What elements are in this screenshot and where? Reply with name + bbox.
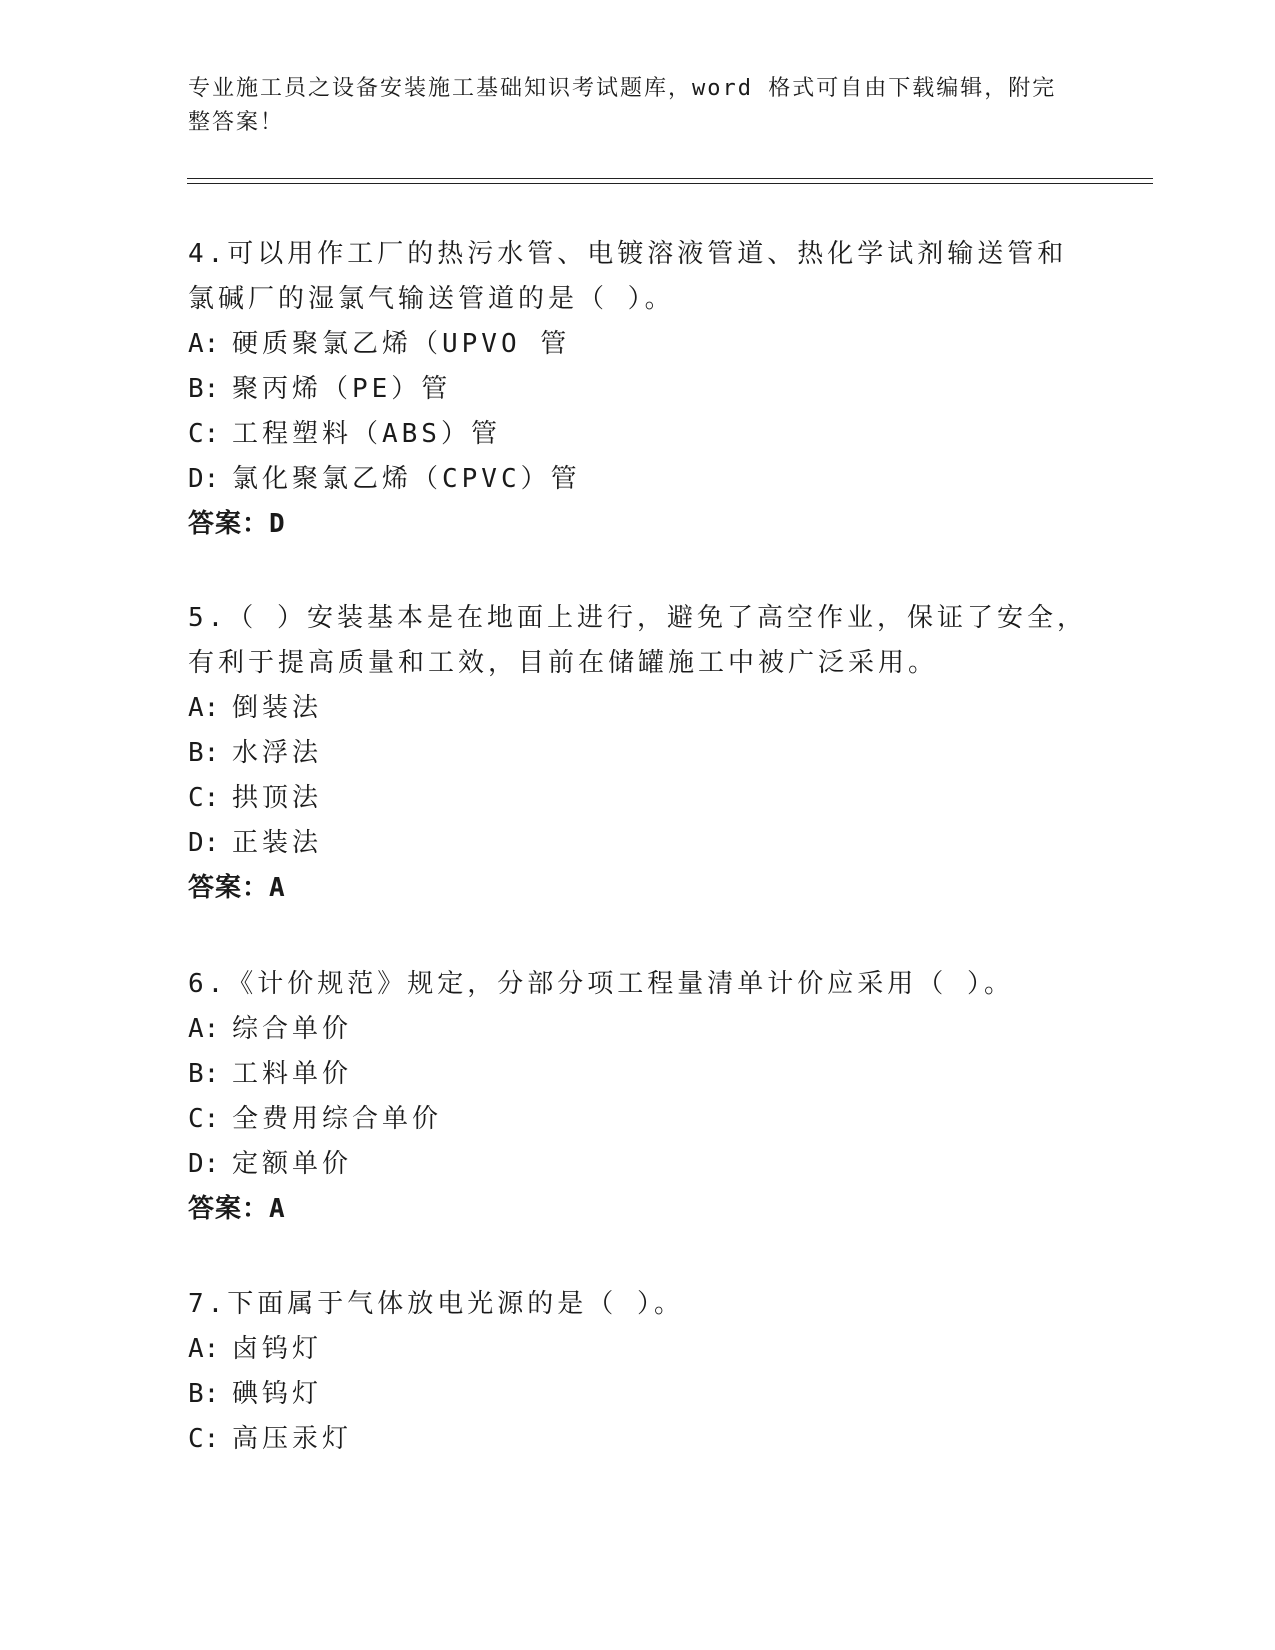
option-d: D: 正装法	[188, 828, 323, 858]
answer: 答案：A	[188, 873, 286, 903]
option-d: D: 氯化聚氯乙烯（CPVC）管	[188, 464, 581, 494]
question-stem: 4.可以用作工厂的热污水管、电镀溶液管道、热化学试剂输送管和氯碱厂的湿氯气输送管道的是（ ）。	[188, 239, 1068, 314]
option-c: C: 高压汞灯	[188, 1424, 353, 1454]
header-rule-bottom	[187, 183, 1153, 184]
answer: 答案：D	[188, 509, 286, 539]
question-4	[188, 232, 1088, 547]
question-7	[188, 1282, 1088, 1462]
option-b: B: 工料单价	[188, 1059, 353, 1089]
question-5	[188, 596, 1088, 911]
option-c: C: 拱顶法	[188, 783, 323, 813]
option-a: A: 卤钨灯	[188, 1334, 323, 1364]
option-a: A: 硬质聚氯乙烯（UPVO 管	[188, 329, 571, 359]
option-c: C: 全费用综合单价	[188, 1104, 443, 1134]
question-stem: 6.《计价规范》规定，分部分项工程量清单计价应采用（ ）。	[188, 969, 1014, 999]
option-c: C: 工程塑料（ABS）管	[188, 419, 501, 449]
question-stem: 5.（ ）安装基本是在地面上进行，避免了高空作业，保证了安全，有利于提高质量和工效，目前在储罐施工中被广泛采用。	[188, 603, 1087, 678]
option-a: A: 综合单价	[188, 1014, 353, 1044]
header-rule-top	[187, 178, 1153, 179]
document-header: 专业施工员之设备安装施工基础知识考试题库，word 格式可自由下载编辑，附完整答案！	[188, 76, 1057, 135]
answer: 答案：A	[188, 1194, 286, 1224]
option-a: A: 倒装法	[188, 693, 323, 723]
question-stem: 7.下面属于气体放电光源的是（ ）。	[188, 1289, 684, 1319]
option-b: B: 水浮法	[188, 738, 323, 768]
option-d: D: 定额单价	[188, 1149, 353, 1179]
question-6	[188, 962, 1088, 1232]
option-b: B: 碘钨灯	[188, 1379, 323, 1409]
option-b: B: 聚丙烯（PE）管	[188, 374, 452, 404]
